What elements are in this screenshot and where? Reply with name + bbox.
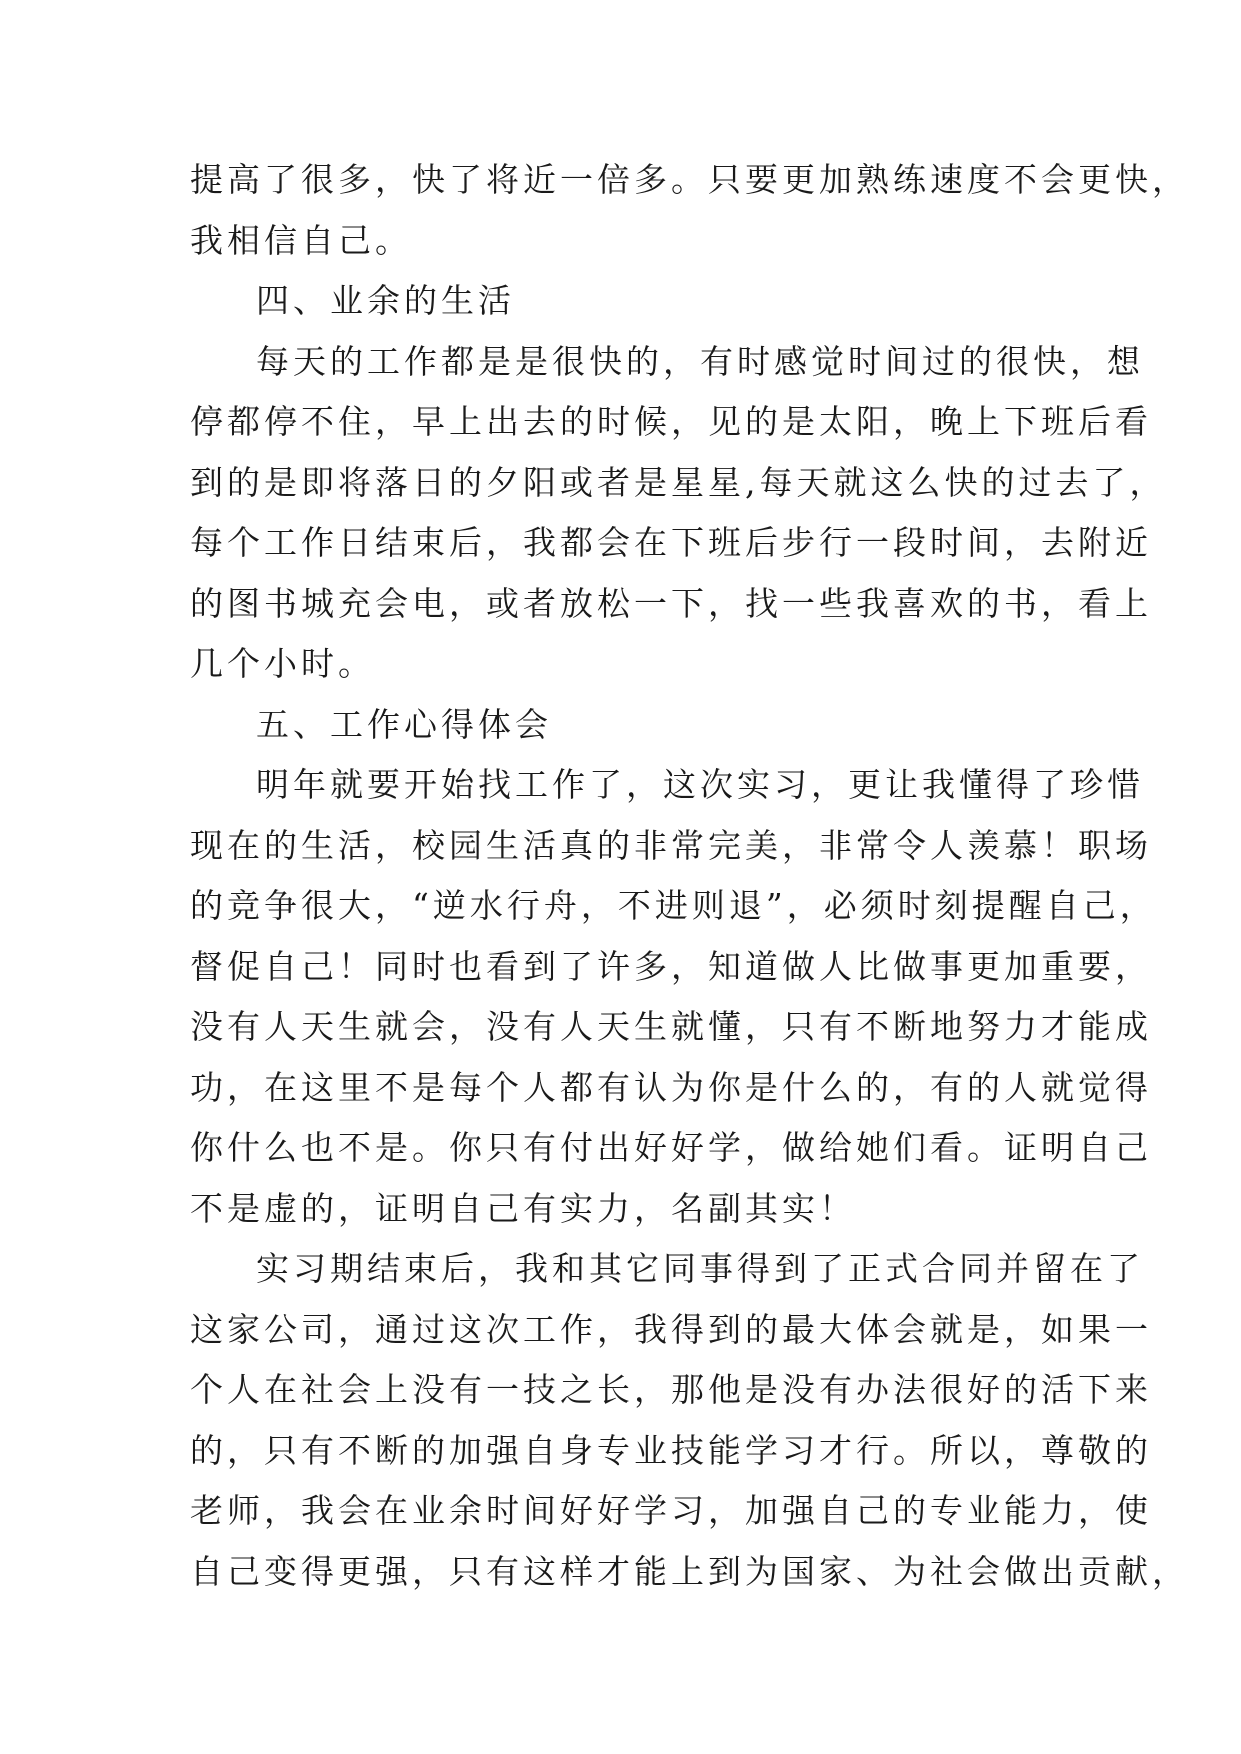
text-line: 提高了很多，快了将近一倍多。只要更加熟练速度不会更快， xyxy=(190,160,1189,199)
text-line: 这家公司，通过这次工作，我得到的最大体会就是，如果一 xyxy=(190,1309,1152,1349)
text-line: 我相信自己。 xyxy=(190,220,412,260)
text-line: 停都停不住，早上出去的时候，见的是太阳，晚上下班后看 xyxy=(190,402,1152,441)
text-line: 的竞争很大，“逆水行舟，不进则退”，必须时刻提醒自己， xyxy=(190,886,1157,925)
text-line: 不是虚的，证明自己有实力，名副其实！ xyxy=(190,1188,856,1228)
text-line: 的，只有不断的加强自身专业技能学习才行。所以，尊敬的 xyxy=(190,1430,1152,1470)
text-line: 的图书城充会电，或者放松一下，找一些我喜欢的书，看上 xyxy=(190,583,1152,623)
text-line: 自己变得更强，只有这样才能上到为国家、为社会做出贡献， xyxy=(190,1551,1189,1591)
text-line: 五、工作心得体会 xyxy=(256,704,552,744)
text-line: 四、业余的生活 xyxy=(256,281,515,320)
text-line: 几个小时。 xyxy=(190,644,375,683)
text-line: 没有人天生就会，没有人天生就懂，只有不断地努力才能成 xyxy=(190,1007,1152,1046)
text-line: 你什么也不是。你只有付出好好学，做给她们看。证明自己 xyxy=(190,1128,1152,1167)
text-line: 每天的工作都是是很快的，有时感觉时间过的很快，想 xyxy=(256,341,1144,381)
text-line: 实习期结束后，我和其它同事得到了正式合同并留在了 xyxy=(256,1249,1144,1288)
text-line: 到的是即将落日的夕阳或者是星星,每天就这么快的过去了， xyxy=(190,462,1167,502)
text-line: 现在的生活，校园生活真的非常完美，非常令人羡慕！职场 xyxy=(190,825,1152,865)
text-line: 功，在这里不是每个人都有认为你是什么的，有的人就觉得 xyxy=(190,1067,1152,1107)
text-line: 每个工作日结束后，我都会在下班后步行一段时间，去附近 xyxy=(190,523,1152,562)
text-line: 督促自己！同时也看到了许多，知道做人比做事更加重要， xyxy=(190,946,1152,986)
text-line: 个人在社会上没有一技之长，那他是没有办法很好的活下来 xyxy=(190,1370,1152,1409)
document-body xyxy=(190,150,1189,1602)
text-line: 明年就要开始找工作了，这次实习，更让我懂得了珍惜 xyxy=(256,765,1144,804)
text-line: 老师，我会在业余时间好好学习，加强自己的专业能力，使 xyxy=(190,1491,1152,1530)
